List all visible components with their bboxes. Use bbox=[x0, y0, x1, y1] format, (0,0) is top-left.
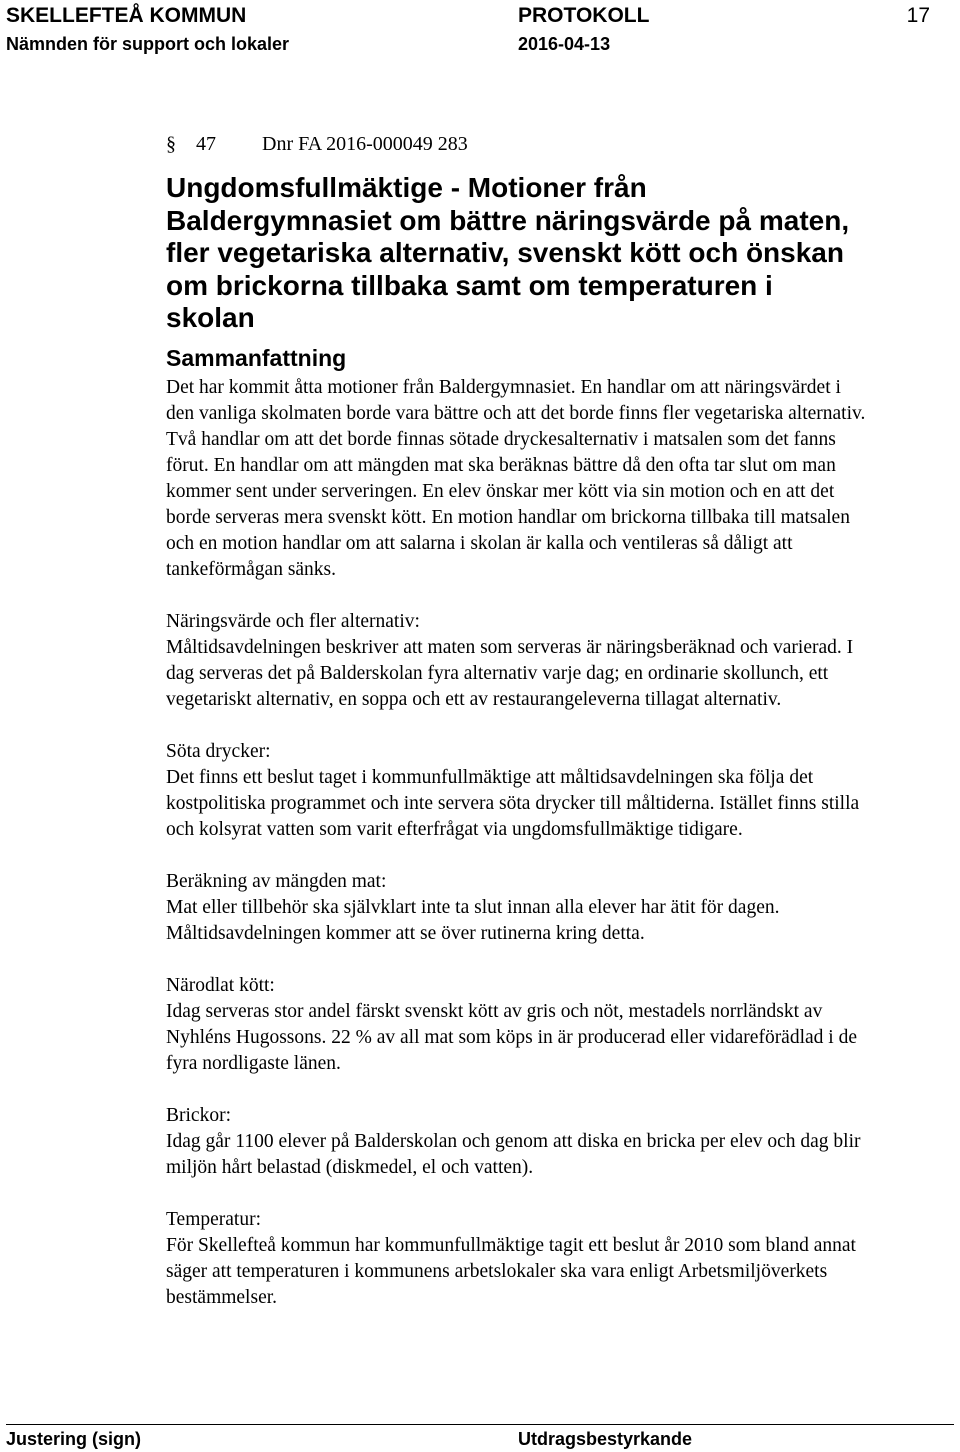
section-text: Det finns ett beslut taget i kommunfullmäktige att måltidsavdelningen ska följa det kostpolitiska programmet och inte servera söta drycker till måltiderna. Istället finns stilla och kolsyrat vatten som varit efterfrågat via ungdomsfullmäktige tidigare. bbox=[166, 766, 860, 840]
case-number: Dnr FA 2016-000049 283 bbox=[262, 133, 468, 155]
section-heading: Temperatur: bbox=[166, 1208, 262, 1230]
document-type: PROTOKOLL bbox=[518, 4, 650, 27]
section-text: Mat eller tillbehör ska självklart inte ta slut innan alla elever har ätit för dagen. Måltidsavdelningen kommer att se över rutinerna kring detta. bbox=[166, 896, 780, 944]
document-body bbox=[166, 130, 866, 1311]
meeting-date: 2016-04-13 bbox=[518, 34, 611, 54]
document-title: Ungdomsfullmäktige - Motioner från Baldergymnasiet om bättre näringsvärde på maten, fler vegetariska alternativ, svenskt kött och önskan om brickorna tillbaka samt om temperaturen i skolan bbox=[166, 172, 850, 333]
page-number: 17 bbox=[906, 4, 930, 27]
footer-divider bbox=[6, 1424, 954, 1425]
section-heading: Söta drycker: bbox=[166, 740, 271, 762]
page-subheader bbox=[6, 32, 954, 56]
section-sweet-drinks bbox=[166, 739, 866, 843]
organization-name: SKELLEFTEÅ KOMMUN bbox=[6, 4, 247, 27]
extract-label: Utdragsbestyrkande bbox=[518, 1429, 693, 1449]
section-text: För Skellefteå kommun har kommunfullmäktige tagit ett beslut år 2010 som bland annat säger att temperaturen i kommunens arbetslokaler ska vara enligt Arbetsmiljöverkets bestämmelser. bbox=[166, 1234, 856, 1308]
page-header bbox=[6, 2, 954, 30]
summary-paragraph: Det har kommit åtta motioner från Baldergymnasiet. En handlar om att näringsvärdet i den vanliga skolmaten borde vara bättre och att det borde finns fler vegetariska alternativ. Två handlar om att det borde finnas sötade dryckesalternativ i matsalen som det fanns förut. En handlar om att mängden mat ska beräknas bättre då den ofta tar slut om man kommer sent under serveringen. En elev önskar mer kött via sin motion och en att det borde serveras mera svenskt kött. En motion handlar om brickorna tillbaka till matsalen och en motion handlar om att salarna i skolan är kalla och ventileras så dåligt att tankeförmågan sänks. bbox=[166, 376, 866, 580]
page-footer bbox=[6, 1424, 954, 1450]
section-heading: Näringsvärde och fler alternativ: bbox=[166, 610, 420, 632]
paragraph-line bbox=[166, 130, 866, 158]
section-text: Idag serveras stor andel färskt svenskt kött av gris och nöt, mestadels norrländskt av Nyhléns Hugossons. 22 % av all mat som köps in är producerad eller vidareförädlad i de fyra nordligaste länen. bbox=[166, 1000, 857, 1074]
section-local-meat bbox=[166, 973, 866, 1077]
section-trays bbox=[166, 1103, 866, 1181]
section-symbol: § bbox=[166, 133, 176, 155]
section-text: Idag går 1100 elever på Balderskolan och genom att diska en bricka per elev och dag blir miljön hårt belastad (diskmedel, el och vatten). bbox=[166, 1130, 861, 1178]
paragraph-number: 47 bbox=[196, 133, 216, 155]
signature-label: Justering (sign) bbox=[6, 1429, 142, 1449]
section-heading: Närodlat kött: bbox=[166, 974, 275, 996]
committee-name: Nämnden för support och lokaler bbox=[6, 34, 290, 54]
summary-text bbox=[166, 375, 866, 583]
section-text: Måltidsavdelningen beskriver att maten som serveras är näringsberäknad och varierad. I dag serveras det på Balderskolan fyra alternativ varje dag; en ordinarie skollunch, ett vegetariskt alternativ, en soppa och ett av restaurangeleverna tillagat alternativ. bbox=[166, 636, 854, 710]
section-food-quantity bbox=[166, 869, 866, 947]
summary-heading: Sammanfattning bbox=[166, 344, 347, 371]
section-temperature bbox=[166, 1207, 866, 1311]
section-heading: Brickor: bbox=[166, 1104, 231, 1126]
section-heading: Beräkning av mängden mat: bbox=[166, 870, 387, 892]
section-nutrition bbox=[166, 609, 866, 713]
